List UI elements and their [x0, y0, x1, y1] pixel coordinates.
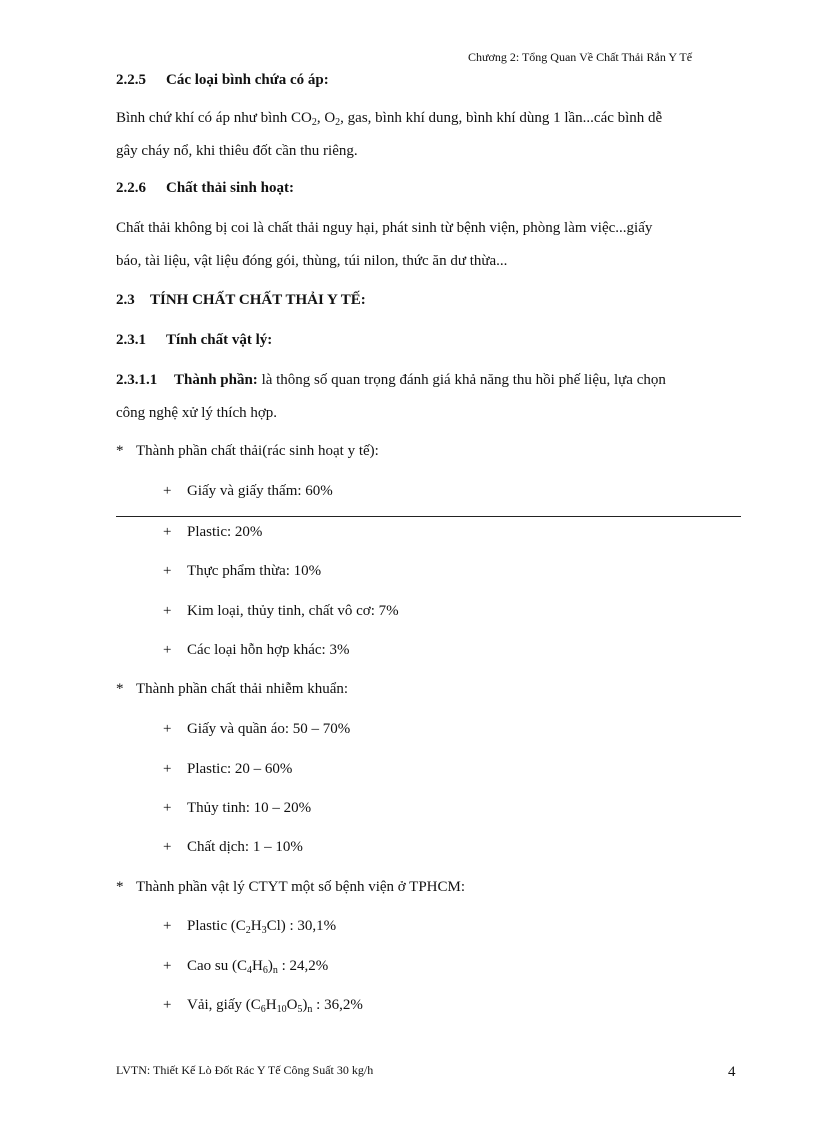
paragraph-2-3-1-1-line1: 2.3.1.1 Thành phần: là thông số quan trọng đánh giá khả năng thu hồi phế liệu, lựa chọn: [116, 372, 666, 388]
list-item: + Plastic: 20%: [163, 524, 263, 540]
list-item: + Chất dịch: 1 – 10%: [163, 839, 303, 855]
list-item: + Giấy và quần áo: 50 – 70%: [163, 721, 351, 737]
list-item: + Vải, giấy $(C_6H_{10}O_5)_n$ : 36,2%: [163, 997, 363, 1015]
page-number: 4: [728, 1064, 736, 1080]
list-item: + Plastic: 20 – 60%: [163, 761, 293, 777]
list-item: + Các loại hỗn hợp khác: 3%: [163, 642, 350, 658]
list-item: + Kim loại, thủy tinh, chất vô cơ: 7%: [163, 603, 399, 619]
paragraph-2-2-6-line1: Chất thải không bị coi là chất thải nguy hại, phát sinh từ bệnh viện, phòng làm việc...giấy: [116, 220, 653, 236]
list-item: + Plastic $(C_2H_3Cl)$ : 30,1%: [163, 918, 337, 936]
footer-thesis-title: LVTN: Thiết Kế Lò Đốt Rác Y Tế Công Suất 30 kg/h: [116, 1063, 374, 1077]
list-heading-general-waste: * Thành phần chất thải(rác sinh hoạt y tế):: [116, 443, 379, 459]
list-heading-infectious-waste: * Thành phần chất thải nhiễm khuẩn:: [116, 681, 349, 697]
list-item: + Thực phẩm thừa: 10%: [163, 563, 322, 579]
heading-2-2-5: 2.2.5 Các loại bình chứa có áp:: [116, 72, 329, 88]
paragraph-2-3-1-1-line2: công nghệ xử lý thích hợp.: [116, 405, 278, 421]
list-item: + Thủy tinh: 10 – 20%: [163, 800, 312, 816]
list-item: + Giấy và giấy thấm: 60%: [163, 483, 333, 499]
chapter-header: Chương 2: Tổng Quan Về Chất Thải Rắn Y Tế: [468, 50, 693, 64]
list-heading-hospital-physical-composition: * Thành phần vật lý CTYT một số bệnh viện ở TPHCM:: [116, 879, 466, 895]
paragraph-2-2-5-line1: Bình chứ khí có áp như bình $CO_2$, $O_2$, gas, bình khí dung, bình khí dùng 1 lần...các bình dễ: [116, 110, 663, 128]
paragraph-2-2-6-line2: báo, tài liệu, vật liệu đóng gói, thùng, túi nilon, thức ăn dư thừa...: [116, 253, 508, 269]
horizontal-rule: [116, 516, 741, 517]
paragraph-2-2-5-line2: gây cháy nổ, khi thiêu đốt cần thu riêng.: [116, 143, 358, 159]
heading-2-2-6: 2.2.6 Chất thải sinh hoạt:: [116, 180, 294, 196]
heading-2-3-1: 2.3.1 Tính chất vật lý:: [116, 332, 273, 348]
list-item: + Cao su $(C_4H_6)_n$ : 24,2%: [163, 958, 329, 976]
heading-2-3: 2.3 TÍNH CHẤT CHẤT THẢI Y TẾ:: [116, 292, 366, 308]
